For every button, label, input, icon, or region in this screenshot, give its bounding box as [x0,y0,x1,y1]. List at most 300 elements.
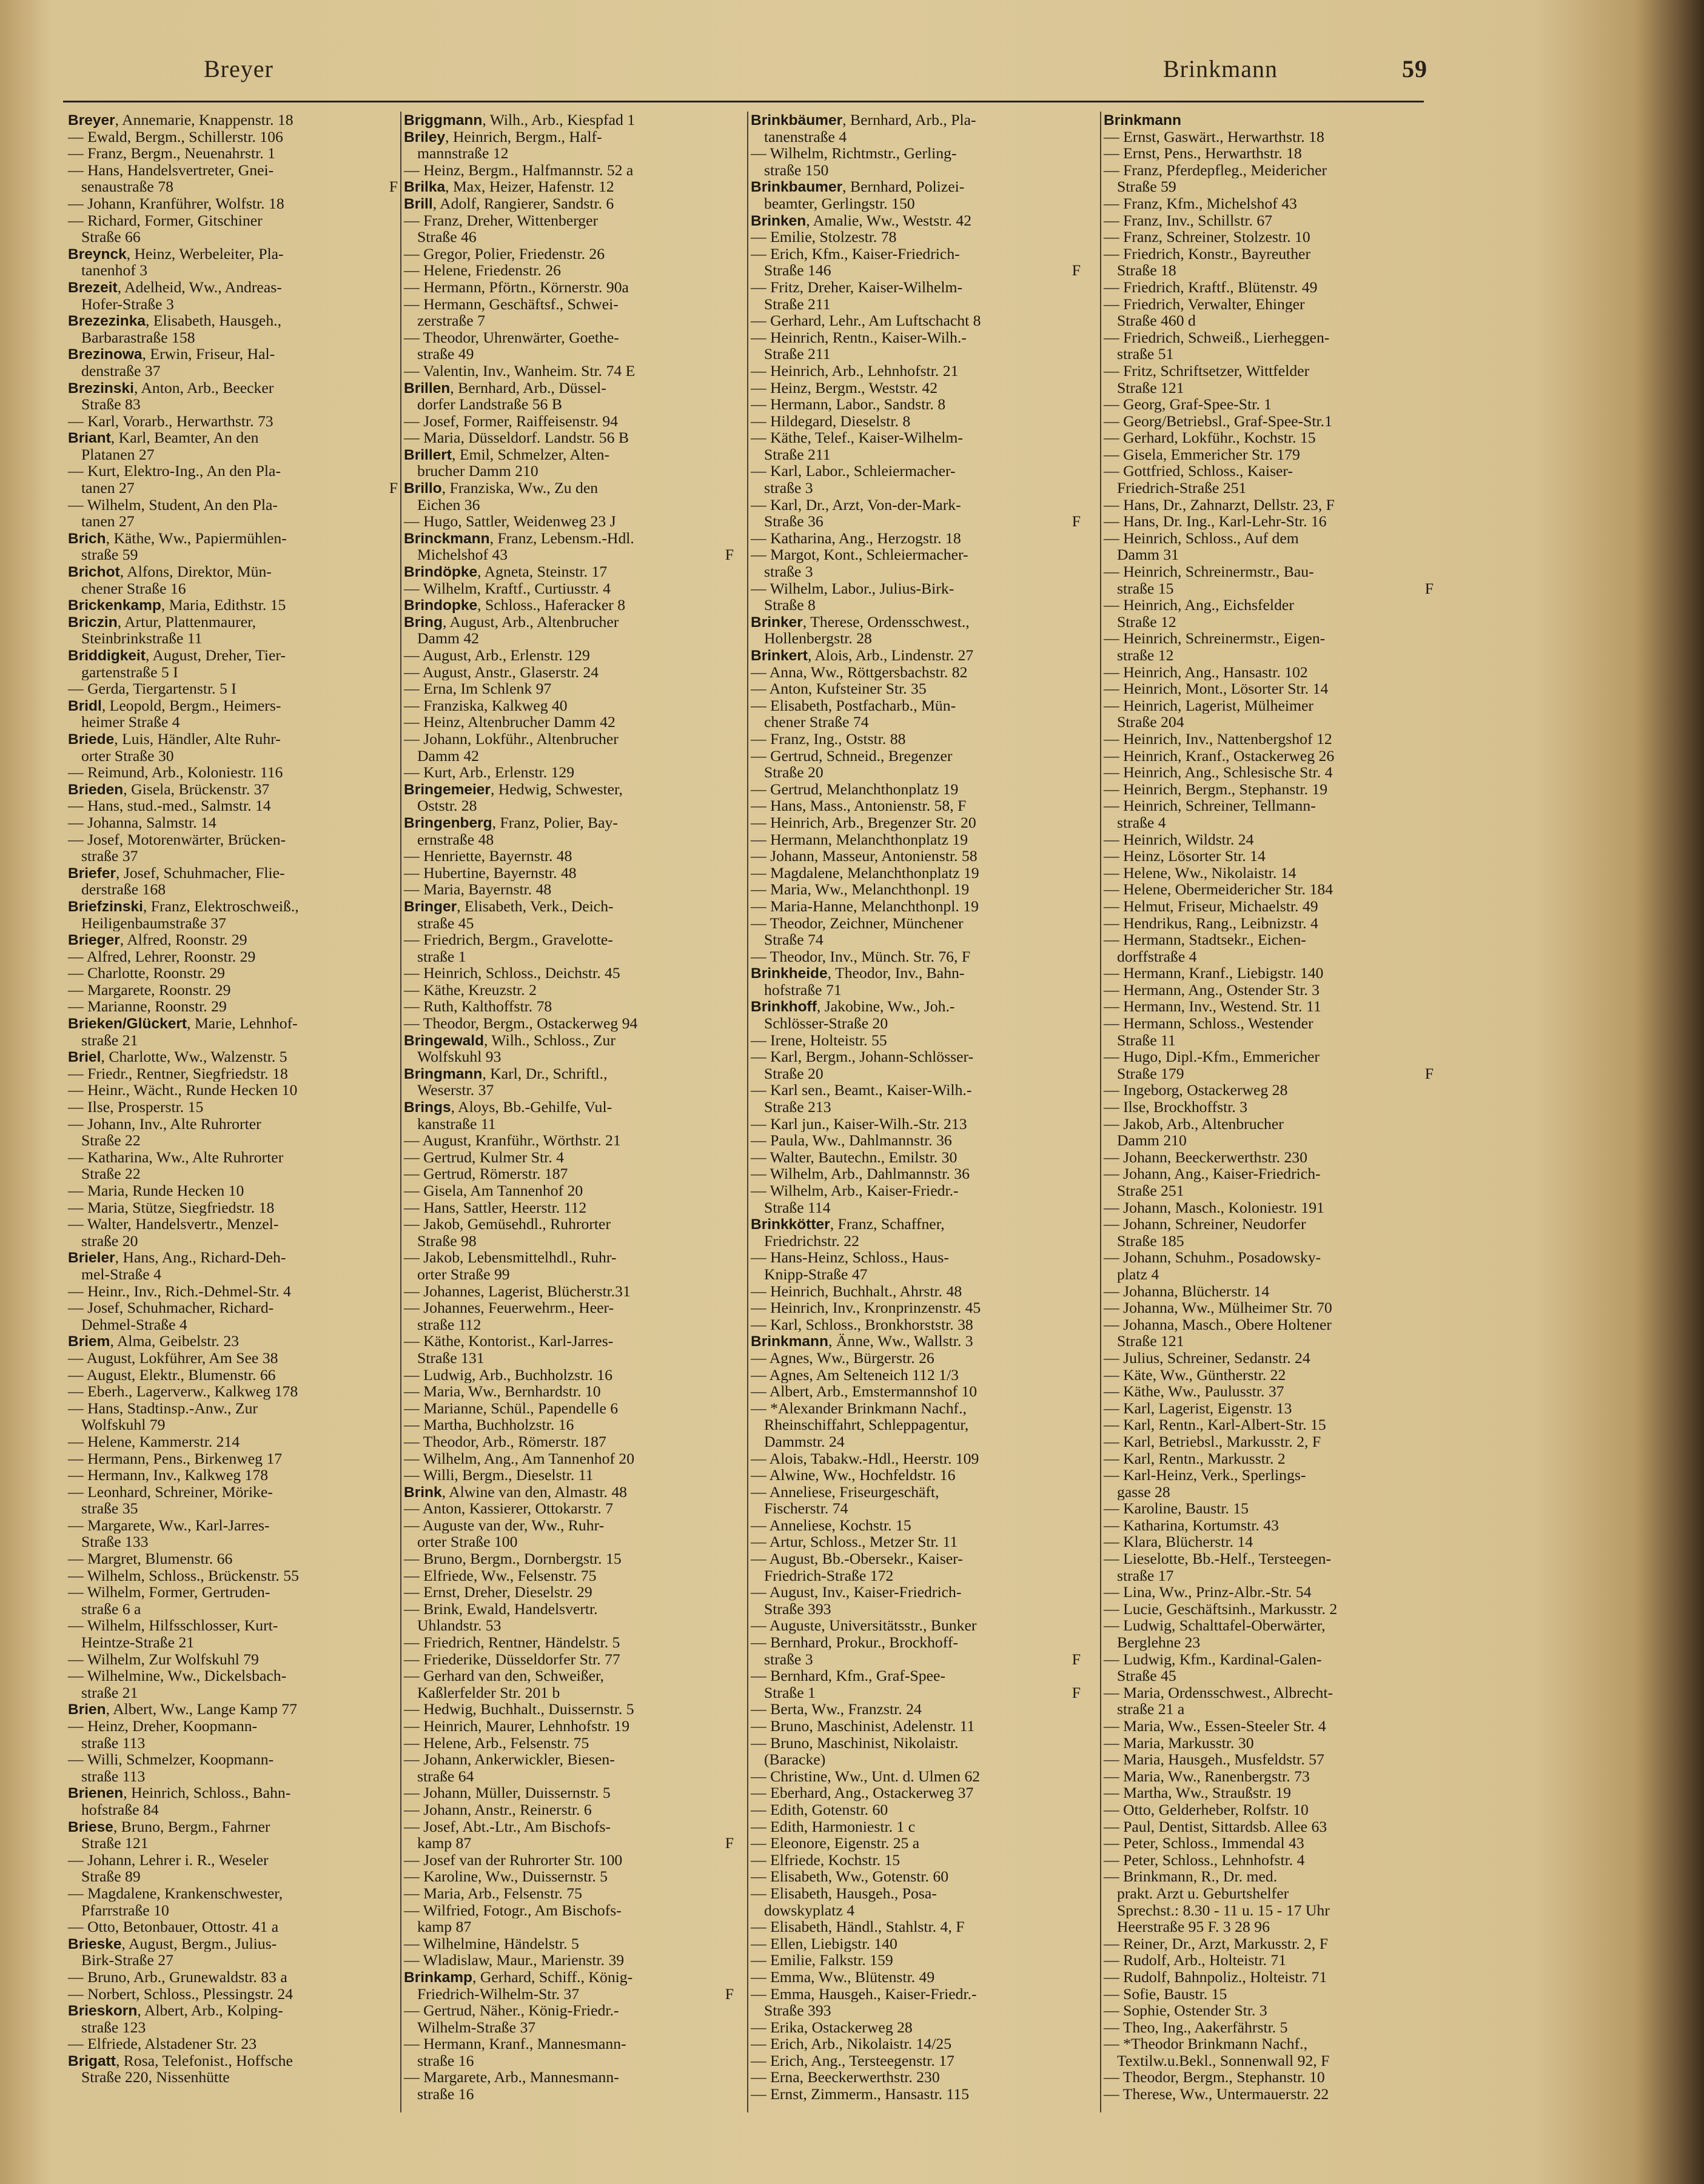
directory-entry: Brill, Adolf, Rangierer, Sandstr. 6 [404,195,614,212]
directory-entry: — Alois, Tabakw.-Hdl., Heerstr. 109 [751,1450,979,1467]
surname: Breynck [68,246,127,263]
directory-entry: — Emma, Ww., Blütenstr. 49 [751,1968,935,1986]
entry-continuation: mannstraße 12 [417,145,509,162]
entry-continuation: platz 4 [1117,1265,1159,1283]
entry-continuation: Damm 210 [1117,1132,1187,1149]
directory-entry: Briggmann, Wilh., Arb., Kiespfad 1 [404,112,636,129]
directory-entry: — Margot, Kont., Schleiermacher- [751,546,968,564]
directory-entry: — Margarete, Ww., Karl-Jarres- [68,1516,270,1534]
directory-entry: Brinkmann, Änne, Ww., Wallstr. 3 [751,1333,973,1350]
directory-entry: — Käthe, Kreuzstr. 2 [404,981,537,999]
directory-entry: — Ernst, Gaswärt., Herwarthstr. 18 [1104,128,1324,146]
header-rule [63,101,1424,102]
entry-continuation: Friedrichstr. 22 [764,1232,859,1250]
directory-entry: — Erna, Beeckerwerthstr. 230 [751,2069,940,2086]
directory-entry: — Norbert, Schloss., Plessingstr. 24 [68,1985,294,2003]
directory-entry: — Heinrich, Schreinermstr., Eigen- [1104,630,1326,647]
entry-continuation: Straße 12 [1117,613,1176,631]
entry-continuation: Eichen 36 [417,496,480,514]
directory-entry: — Johanna, Salmstr. 14 [68,814,216,831]
directory-entry: — Maria, Ww., Melanchthonpl. 19 [751,881,970,898]
directory-entry: — Hugo, Dipl.-Kfm., Emmericher [1104,1048,1320,1065]
directory-entry: — Karl jun., Kaiser-Wilh.-Str. 213 [751,1115,967,1133]
directory-entry: — Johann, Lehrer i. R., Weseler [68,1851,269,1869]
directory-entry: — Hermann, Kranf., Liebigstr. 140 [1104,965,1324,982]
directory-entry: — Berta, Ww., Franzstr. 24 [751,1701,922,1718]
column-3 [747,112,1082,2112]
entry-continuation: Fischerstr. 74 [764,1500,848,1517]
directory-entry: Briese, Bruno, Bergm., Fahrner [68,1818,270,1835]
directory-entry: — Maria, Ww., Bernhardstr. 10 [404,1383,601,1400]
directory-entry: — *Theodor Brinkmann Nachf., [1104,2035,1307,2052]
entry-continuation: Dammstr. 24 [764,1433,845,1450]
directory-entry: — Brink, Ewald, Handelsvertr. [404,1600,598,1618]
directory-entry: — Bruno, Maschinist, Adelenstr. 11 [751,1718,975,1735]
surname: Bringemeier [404,781,491,798]
directory-entry: — Lina, Ww., Prinz-Albr.-Str. 54 [1104,1584,1312,1601]
directory-entry: — Theodor, Bergm., Stephanstr. 10 [1104,2069,1325,2086]
directory-entry: Bridl, Leopold, Bergm., Heimers- [68,697,281,714]
directory-entry: — Agnes, Ww., Bürgerstr. 26 [751,1349,934,1367]
directory-entry: — Helene, Obermeidericher Str. 184 [1104,881,1333,898]
directory-entry: — Elisabeth, Ww., Gotenstr. 60 [751,1868,949,1885]
directory-entry: — Heinr., Wächt., Runde Hecken 10 [68,1082,298,1099]
entry-continuation: Hollenbergstr. 28 [764,630,872,647]
directory-entry: — Friedrich, Rentner, Händelstr. 5 [404,1634,620,1651]
surname: Brezinski [68,380,134,397]
surname: Brinkamp [404,1969,473,1986]
directory-entry: — Heinrich, Inv., Nattenbergshof 12 [1104,730,1332,748]
directory-entry: — Karoline, Baustr. 15 [1104,1500,1249,1517]
phone-flag: F [1424,580,1434,597]
directory-entry: Brezeit, Adelheid, Ww., Andreas- [68,278,282,296]
directory-entry: — Karl, Dr., Arzt, Von-der-Mark- [751,496,961,514]
entry-continuation: straße 21 a [1117,1701,1185,1718]
directory-entry: — Heinrich, Maurer, Lehnhofstr. 19 [404,1718,630,1735]
directory-entry: — Charlotte, Roonstr. 29 [68,965,226,982]
entry-continuation: mel-Straße 4 [81,1265,161,1283]
directory-entry: — Hermann, Kranf., Mannesmann- [404,2035,626,2052]
directory-entry: — Anton, Kufsteiner Str. 35 [751,680,927,697]
directory-entry: Briede, Luis, Händler, Alte Ruhr- [68,730,281,748]
entry-continuation: Damm 31 [1117,546,1179,564]
surname: Brinkbäumer [751,112,843,129]
directory-entry: — Maria, Hausgeh., Musfeldstr. 57 [1104,1751,1324,1768]
entry-continuation: Weserstr. 37 [417,1082,494,1099]
directory-entry: — Johanna, Masch., Obere Holtener [1104,1316,1332,1333]
surname: Brieler [68,1250,115,1266]
directory-entry: — Wilhelm, Student, An den Pla- [68,496,278,514]
directory-entry: — Karl, Lagerist, Eigenstr. 13 [1104,1399,1292,1417]
directory-entry: Brink, Alwine van den, Almastr. 48 [404,1483,628,1501]
directory-entry: — Paula, Ww., Dahlmannstr. 36 [751,1132,952,1149]
entry-continuation: straße 113 [81,1767,146,1785]
entry-continuation: straße 35 [81,1500,138,1517]
directory-entry: — Edith, Harmoniestr. 1 c [751,1818,916,1835]
directory-entry: — Lieselotte, Bb.-Helf., Tersteegen- [1104,1550,1332,1567]
column-2 [400,112,735,2112]
surname: Brindöpke [404,564,478,580]
surname: Brezinowa [68,346,143,363]
directory-entry: — Irene, Holteistr. 55 [751,1031,887,1049]
directory-entry: — Karl, Bergm., Johann-Schlösser- [751,1048,974,1065]
directory-entry: Brieken/Glückert, Marie, Lehnhof- [68,1015,298,1032]
entry-continuation: Straße 18 [1117,262,1176,279]
entry-continuation: straße 16 [417,2086,474,2103]
directory-entry: — Heinrich, Mont., Lösorter Str. 14 [1104,680,1329,697]
directory-entry: — August, Bb.-Obersekr., Kaiser- [751,1550,963,1567]
directory-entry: — Wilhelm, Labor., Julius-Birk- [751,580,954,597]
surname: Bridl [68,697,102,714]
directory-entry: Brinken, Amalie, Ww., Weststr. 42 [751,212,972,229]
directory-entry: — Ilse, Prosperstr. 15 [68,1099,204,1116]
directory-entry: — Friedrich, Schweiß., Lierheggen- [1104,329,1330,346]
directory-entry: — Josef, Abt.-Ltr., Am Bischofs- [404,1818,611,1835]
entry-continuation: orter Straße 100 [417,1533,518,1551]
directory-entry: — Peter, Schloss., Lehnhofstr. 4 [1104,1851,1305,1869]
directory-entry: — Hubertine, Bayernstr. 48 [404,864,577,882]
directory-entry: — Heinrich, Ang., Hansastr. 102 [1104,663,1308,681]
directory-entry: — Wilhelm, Kraftf., Curtiusstr. 4 [404,580,611,597]
surname: Briel [68,1049,101,1065]
entry-continuation: Berglehne 23 [1117,1634,1201,1651]
directory-entry: — Auguste van der, Ww., Ruhr- [404,1516,605,1534]
entry-continuation: straße 113 [81,1734,146,1752]
directory-entry: — Bruno, Bergm., Dornbergstr. 15 [404,1550,622,1567]
surname: Bringer [404,898,457,915]
directory-entry: — Heinrich, Schreiner, Tellmann- [1104,797,1316,814]
entry-continuation: brucher Damm 210 [417,463,538,480]
directory-entry: — Ewald, Bergm., Schillerstr. 106 [68,128,283,146]
entry-continuation: Straße 98 [417,1232,477,1250]
directory-entry: — Hans, Dr. Ing., Karl-Lehr-Str. 16 [1104,513,1327,530]
directory-entry: — Franz, Bergm., Neuenahrstr. 1 [68,145,275,162]
entry-continuation: Heerstraße 95 F. 3 28 96 [1117,1918,1270,1935]
directory-entry: — Jakob, Gemüsehdl., Ruhrorter [404,1216,611,1233]
phone-flag: F [1424,1065,1434,1082]
directory-entry: — Friedrich, Bergm., Gravelotte- [404,931,613,948]
entry-continuation: Straße 83 [81,396,141,413]
entry-continuation: Straße 59 [1117,178,1176,195]
directory-entry: — Alwine, Ww., Hochfeldstr. 16 [751,1467,956,1484]
directory-entry: — August, Kranführ., Wörthstr. 21 [404,1132,621,1149]
directory-entry: — Erich, Arb., Nikolaistr. 14/25 [751,2035,952,2052]
entry-continuation: Friedrich-Wilhelm-Str. 37 F [417,1985,734,2003]
directory-entry: — Willi, Bergm., Dieselstr. 11 [404,1467,594,1484]
directory-entry: — Anneliese, Kochstr. 15 [751,1516,911,1534]
directory-entry: Bringmann, Karl, Dr., Schriftl., [404,1065,608,1082]
directory-entry: Briem, Alma, Geibelstr. 23 [68,1333,240,1350]
directory-entry: Brieler, Hans, Ang., Richard-Deh- [68,1249,286,1266]
phone-flag: F [1072,262,1081,279]
entry-continuation: straße 45 [417,914,474,932]
entry-continuation: straße 37 [81,848,138,865]
entry-continuation: Straße 393 [764,1600,831,1618]
directory-entry: — Heinrich, Ang., Eichsfelder [1104,597,1294,614]
directory-entry: — Elfriede, Alstadener Str. 23 [68,2035,257,2052]
directory-entry: — Hildegard, Dieselstr. 8 [751,412,911,430]
entry-continuation: Straße 146 F [764,262,1081,279]
surname: Brings [404,1099,451,1116]
directory-entry: — Theodor, Bergm., Ostackerweg 94 [404,1015,638,1032]
surname: Brillo [404,480,442,497]
entry-continuation: Damm 42 [417,630,480,647]
directory-entry: — Helene, Friedenstr. 26 [404,262,561,279]
entry-continuation: Michelshof 43 F [417,546,734,564]
entry-continuation: Schlösser-Straße 20 [764,1015,888,1032]
directory-entry: — Sophie, Ostender Str. 3 [1104,2002,1267,2019]
entry-continuation: Straße 213 [764,1099,831,1116]
directory-entry: — August, Elektr., Blumenstr. 66 [68,1366,276,1384]
directory-entry: — Christine, Ww., Unt. d. Ulmen 62 [751,1767,981,1785]
entry-continuation: straße 16 [417,2052,474,2069]
directory-entry: Briczin, Artur, Plattenmaurer, [68,613,257,631]
surname: Brill [404,195,433,212]
directory-entry: Brickenkamp, Maria, Edithstr. 15 [68,597,286,614]
surname: Brinken [751,212,807,229]
directory-entry: Briefzinski, Franz, Elektroschweiß., [68,897,299,915]
directory-entry: — Gertrud, Schneid., Bregenzer [751,747,953,765]
directory-entry: — Edith, Gotenstr. 60 [751,1801,888,1818]
entry-continuation: beamter, Gerlingstr. 150 [764,195,915,212]
entry-continuation: Hofer-Straße 3 [81,295,174,313]
directory-entry: — Emilie, Stolzestr. 78 [751,229,897,246]
directory-entry: — Otto, Betonbauer, Ottostr. 41 a [68,1918,279,1935]
directory-entry: — Johann, Kranführer, Wolfstr. 18 [68,195,284,212]
directory-entry: — Friedr., Rentner, Siegfriedstr. 18 [68,1065,288,1082]
surname: Brieden [68,781,124,798]
surname: Briefer [68,865,116,882]
surname: Briant [68,430,111,446]
surname: Brinckmann [404,530,490,547]
directory-entry: — Hendrikus, Rang., Leibnizstr. 4 [1104,914,1318,932]
directory-entry: — Hermann, Inv., Westend. Str. 11 [1104,998,1321,1016]
directory-entry: — Ludwig, Schalttafel-Oberwärter, [1104,1617,1326,1635]
directory-entry: — Anton, Kassierer, Ottokarstr. 7 [404,1500,613,1517]
entry-continuation: straße 21 [81,1684,138,1701]
directory-entry: — Erich, Ang., Tersteegenstr. 17 [751,2052,954,2069]
directory-entry: — Gerhard, Lokführ., Kochstr. 15 [1104,429,1316,446]
entry-continuation: straße 12 [1117,647,1174,664]
directory-entry: — Jakob, Lebensmittelhdl., Ruhr- [404,1249,617,1266]
directory-entry: Brinkkötter, Franz, Schaffner, [751,1216,945,1233]
surname: Briese [68,1818,113,1835]
directory-entry: — Walter, Bautechn., Emilstr. 30 [751,1148,958,1166]
entry-continuation: Friedrich-Straße 251 [1117,480,1247,497]
entry-continuation: Straße 11 [1117,1031,1176,1049]
directory-entry: — Franz, Ing., Oststr. 88 [751,730,906,748]
directory-entry: — Kurt, Arb., Erlenstr. 129 [404,764,575,781]
directory-entry: Brillo, Franziska, Ww., Zu den [404,480,599,497]
surname: Brinkert [751,648,808,664]
directory-entry: — Theodor, Uhrenwärter, Goethe- [404,329,619,346]
directory-entry: — Helene, Arb., Felsenstr. 75 [404,1734,589,1752]
directory-entry: Brindöpke, Agneta, Steinstr. 17 [404,563,608,580]
directory-entry: — Heinrich, Buchhalt., Ahrstr. 48 [751,1282,962,1300]
entry-continuation: Straße 22 [81,1132,141,1149]
directory-entry: — Johann, Schreiner, Neudorfer [1104,1216,1306,1233]
entry-continuation: Wilhelm-Straße 37 [417,2018,536,2036]
entry-continuation: straße 4 [1117,814,1166,831]
directory-entry: — Johannes, Lagerist, Blücherstr.31 [404,1282,631,1300]
directory-entry: — Hans, Mass., Antonienstr. 58, F [751,797,967,814]
directory-entry: — Karl, Betriebsl., Markusstr. 2, F [1104,1433,1321,1450]
directory-entry: — Käthe, Telef., Kaiser-Wilhelm- [751,429,963,446]
entry-continuation: straße 59 [81,546,138,564]
surname: Brichot [68,564,120,580]
surname: Brinkheide [751,965,828,982]
directory-entry: — Hermann, Pens., Birkenweg 17 [68,1450,283,1467]
directory-entry: — Agnes, Am Selteneich 112 1/3 [751,1366,959,1384]
directory-entry: Brezinowa, Erwin, Friseur, Hal- [68,346,275,363]
directory-entry: — Ernst, Dreher, Dieselstr. 29 [404,1584,592,1601]
directory-entry: — Franz, Pferdepfleg., Meidericher [1104,161,1327,179]
entry-continuation: straße 150 [764,161,829,179]
entry-continuation: Wolfskuhl 79 [81,1416,166,1433]
entry-continuation: Straße 133 [81,1533,149,1551]
entry-continuation: Straße 22 [81,1165,141,1182]
directory-entry: — Elisabeth, Postfacharb., Mün- [751,697,956,714]
directory-entry: — Anna, Ww., Röttgersbachstr. 82 [751,663,968,681]
entry-continuation: (Baracke) [764,1751,826,1768]
column-4 [1100,112,1435,2112]
directory-entry: — Josef, Schuhmacher, Richard- [68,1299,274,1316]
directory-entry: Brilka, Max, Heizer, Hafenstr. 12 [404,178,614,195]
directory-entry: — Karoline, Ww., Duissernstr. 5 [404,1868,608,1885]
phone-flag: F [389,480,398,497]
directory-entry: — Katharina, Ww., Alte Ruhrorter [68,1148,284,1166]
directory-entry: — Maria, Bayernstr. 48 [404,881,552,898]
directory-entry: — Hermann, Schloss., Westender [1104,1015,1313,1032]
directory-entry: Brichot, Alfons, Direktor, Mün- [68,563,272,580]
directory-entry: — Gerhard van den, Schweißer, [404,1667,604,1684]
directory-entry: — Karl, Labor., Schleiermacher- [751,463,956,480]
directory-entry: — Richard, Former, Gitschiner [68,212,263,229]
entry-continuation: Straße 179 F [1117,1065,1434,1082]
phone-flag: F [389,178,398,195]
directory-entry: — Heinrich, Wildstr. 24 [1104,831,1254,848]
directory-entry: — Erika, Ostackerweg 28 [751,2018,913,2036]
directory-entry: — Bernhard, Prokur., Brockhoff- [751,1634,958,1651]
surname: Briggmann [404,112,483,129]
directory-entry: — Heinrich, Ang., Schlesische Str. 4 [1104,764,1333,781]
surname: Bring [404,614,443,631]
entry-continuation: Straße 121 [1117,379,1184,397]
directory-entry: — Franz, Dreher, Wittenberger [404,212,599,229]
entry-continuation: Damm 42 [417,747,480,765]
directory-entry: — Gertrud, Römerstr. 187 [404,1165,568,1182]
entry-continuation: Rheinschiffahrt, Schleppagentur, [764,1416,969,1433]
directory-entry: — Henriette, Bayernstr. 48 [404,848,572,865]
directory-entry: — Valentin, Inv., Wanheim. Str. 74 E [404,362,636,380]
entry-continuation: straße 51 [1117,346,1174,363]
surname: Briley [404,129,446,146]
directory-entry: — Helene, Ww., Nikolaistr. 14 [1104,864,1296,882]
surname: Brinker [751,614,803,631]
directory-entry: — Eleonore, Eigenstr. 25 a [751,1835,920,1852]
directory-entry: — Brinkmann, R., Dr. med. [1104,1868,1278,1885]
directory-entry: — Reimund, Arb., Koloniestr. 116 [68,764,283,781]
directory-entry: — Friedrich, Konstr., Bayreuther [1104,245,1310,263]
directory-entry: — Johanna, Ww., Mülheimer Str. 70 [1104,1299,1332,1316]
directory-entry: Brieskorn, Albert, Arb., Kolping- [68,2002,283,2019]
directory-entry: — Hermann, Inv., Kalkweg 178 [68,1467,269,1484]
entry-continuation: tanenstraße 4 [764,128,847,146]
page-number: 59 [1402,55,1427,82]
directory-entry: — Gerda, Tiergartenstr. 5 I [68,680,236,697]
directory-entry: — Emma, Hausgeh., Kaiser-Friedr.- [751,1985,977,2003]
directory-entry: — Gisela, Emmericher Str. 179 [1104,446,1300,463]
entry-continuation: Straße 89 [81,1868,141,1885]
directory-entry: — Bernhard, Kfm., Graf-Spee- [751,1667,945,1684]
directory-entry: — Wladislaw, Maur., Marienstr. 39 [404,1952,625,1969]
directory-entry: — Heinrich, Bergm., Stephanstr. 19 [1104,780,1328,798]
entry-continuation: Straße 121 [81,1835,149,1852]
directory-entry: — Katharina, Kortumstr. 43 [1104,1516,1279,1534]
directory-entry: — Hans-Heinz, Schloss., Haus- [751,1249,949,1266]
directory-entry: — Heinrich, Arb., Bregenzer Str. 20 [751,814,976,831]
directory-entry: — Gertrud, Näher., König-Friedr.- [404,2002,619,2019]
directory-entry: — Theo, Ing., Aakerfährstr. 5 [1104,2018,1288,2036]
directory-entry: — Hans, Dr., Zahnarzt, Dellstr. 23, F [1104,496,1335,514]
directory-entry: — Auguste, Universitätsstr., Bunker [751,1617,977,1635]
entry-continuation: Friedrich-Straße 172 [764,1567,894,1584]
directory-entry: — Wilhelm, Hilfsschlosser, Kurt- [68,1617,278,1635]
directory-entry: Brinkhoff, Jakobine, Ww., Joh.- [751,998,955,1016]
entry-continuation: gartenstraße 5 I [81,663,178,681]
directory-entry: — Wilhelmine, Händelstr. 5 [404,1935,579,1952]
directory-entry: — Johann, Müller, Duissernstr. 5 [404,1784,611,1801]
directory-entry: — Elisabeth, Hausgeh., Posa- [751,1884,937,1902]
directory-entry: — Johann, Ankerwickler, Biesen- [404,1751,615,1768]
directory-entry: — Marianne, Schül., Papendelle 6 [404,1399,619,1417]
directory-entry: — Johann, Masseur, Antonienstr. 58 [751,848,978,865]
directory-entry: — Bruno, Arb., Grunewaldstr. 83 a [68,1968,287,1986]
directory-entry: Brien, Albert, Ww., Lange Kamp 77 [68,1701,297,1718]
directory-entry: — Helmut, Friseur, Michaelstr. 49 [1104,897,1318,915]
entry-continuation: heimer Straße 4 [81,714,180,731]
entry-continuation: straße 6 a [81,1600,141,1618]
directory-entry: — Johann, Masch., Koloniestr. 191 [1104,1199,1324,1216]
directory-entry: — Gertrud, Kulmer Str. 4 [404,1148,564,1166]
entry-continuation: Straße 204 [1117,714,1184,731]
entry-continuation: Textilw.u.Bekl., Sonnenwall 92, F [1117,2052,1330,2069]
entry-continuation: orter Straße 30 [81,747,174,765]
directory-entry: — Elfriede, Ww., Felsenstr. 75 [404,1567,597,1584]
surname: Bringewald [404,1032,485,1049]
directory-entry: — Gertrud, Melanchthonplatz 19 [751,780,959,798]
directory-entry: — Franz, Kfm., Michelshof 43 [1104,195,1297,212]
directory-entry: Brinker, Therese, Ordensschwest., [751,613,970,631]
directory-entry: — Gerhard, Lehr., Am Luftschacht 8 [751,312,981,329]
entry-continuation: Uhlandstr. 53 [417,1617,501,1635]
entry-continuation: kamp 87 F [417,1835,734,1852]
directory-entry: — Maria, Düsseldorf. Landstr. 56 B [404,429,629,446]
directory-entry: — Artur, Schloss., Metzer Str. 11 [751,1533,958,1551]
directory-entry: Brillert, Emil, Schmelzer, Alten- [404,446,610,463]
directory-entry: — Wilhelm, Ang., Am Tannenhof 20 [404,1450,635,1467]
entry-continuation: Straße 211 [764,446,831,463]
entry-continuation: zerstraße 7 [417,312,485,329]
entry-continuation: dorfer Landstraße 56 B [417,396,562,413]
directory-entry: Briel, Charlotte, Ww., Walzenstr. 5 [68,1048,287,1065]
directory-entry: — Josef van der Ruhrorter Str. 100 [404,1851,623,1869]
surname: Briede [68,731,115,748]
directory-entry: Brieger, Alfred, Roonstr. 29 [68,931,247,948]
directory-entry: — Ruth, Kalthoffstr. 78 [404,998,552,1016]
directory-entry: Brezezinka, Elisabeth, Hausgeh., [68,312,282,329]
directory-entry: — Heinrich, Lagerist, Mülheimer [1104,697,1313,714]
